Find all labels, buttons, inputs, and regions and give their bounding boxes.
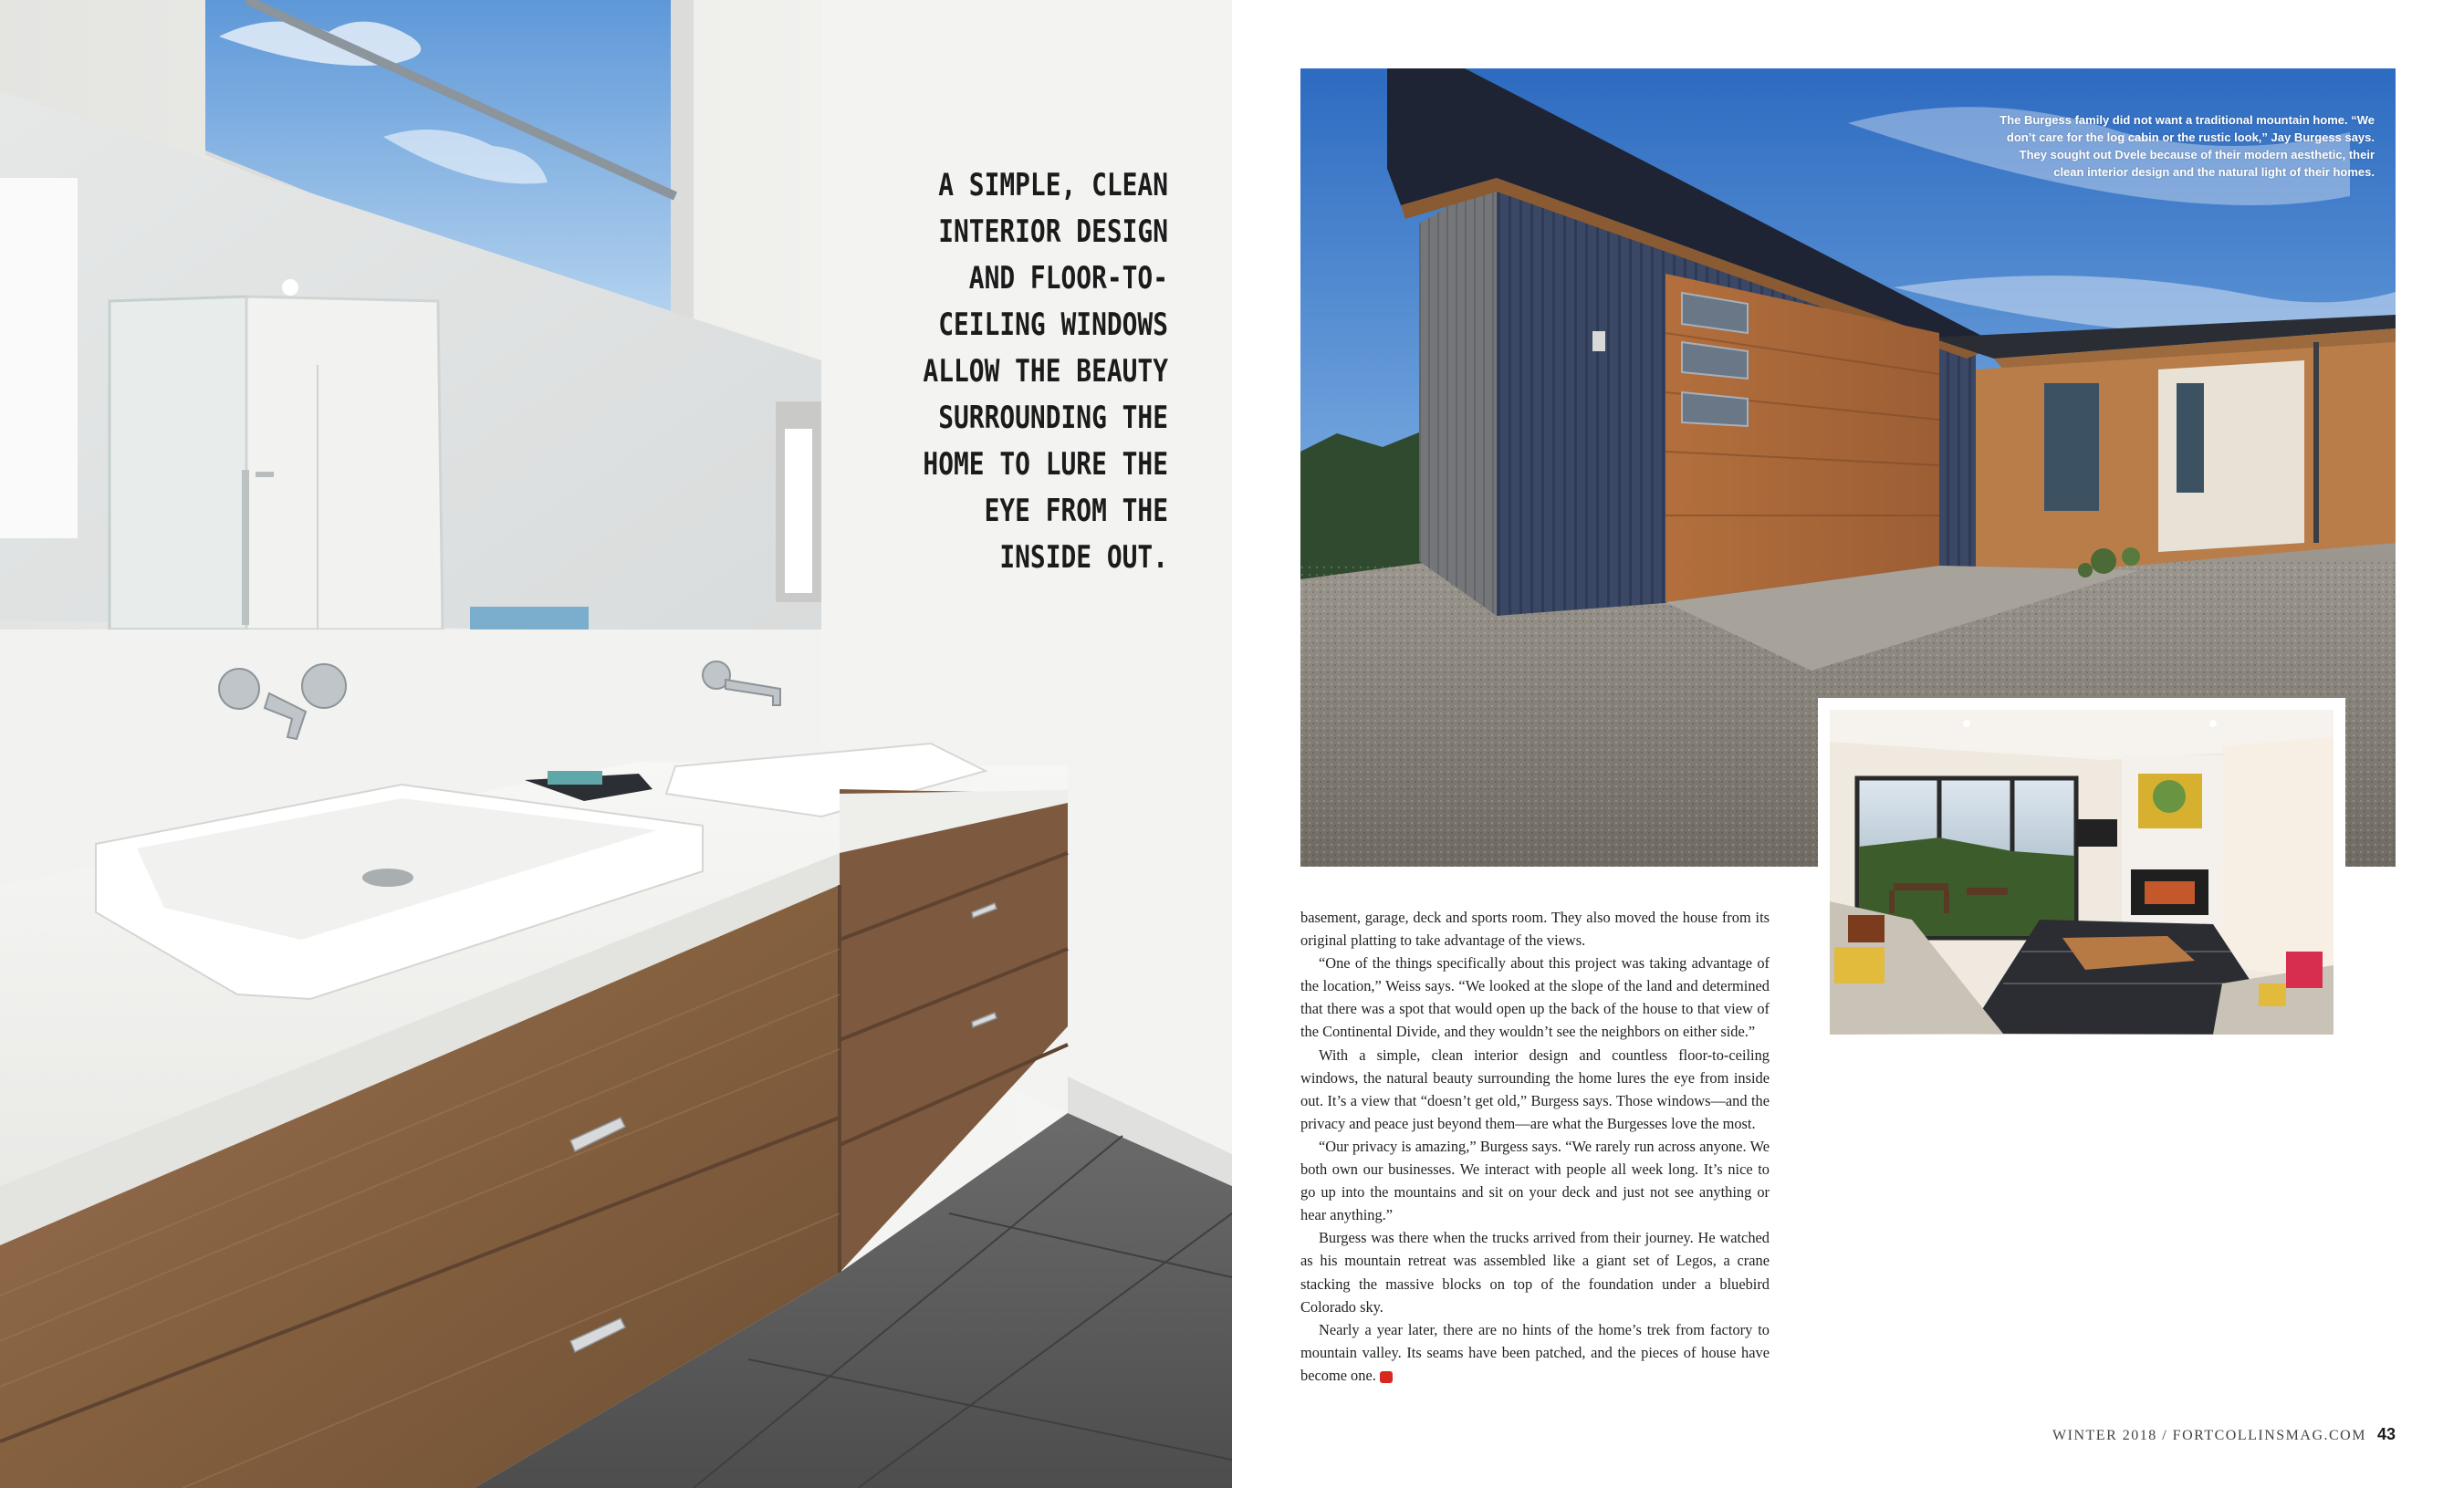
article-final-paragraph bbox=[1300, 1318, 1770, 1387]
article-paragraph: Burgess was there when the trucks arrived from their journey. He watched as his mountain retreat was assembled like a giant set of Legos, a crane stacking the massive blocks on top of the foundation under a bluebird Colorado sky. bbox=[1300, 1229, 1770, 1316]
article-paragraph: “One of the things specifically about this project was taking advantage of the location,” Weiss says. “We looked at the slope of the land and determined that there was a spot that would open up the back of the house to that view of the Continental Divide, and they wouldn’t see the neighbors on either side.” bbox=[1300, 954, 1770, 1041]
issue-and-website: WINTER 2018 / FORTCOLLINSMAG.COM bbox=[2052, 1428, 2366, 1443]
article-paragraph-text: Nearly a year later, there are no hints of the home’s trek from factory to mountain valley. Its seams have been patched, and the pieces of house have become one. bbox=[1300, 1320, 1770, 1384]
article-paragraph: “Our privacy is amazing,” Burgess says. “We rarely run across anyone. We both own our businesses. We interact with people all week long. It’s nice to go up into the mountains and sit on your deck and just not see anything or hear anything.” bbox=[1300, 1137, 1770, 1224]
exterior-photo-caption: The Burgess family did not want a traditional mountain home. “We don’t care for the log cabin or the rustic look,” Jay Burgess says. They sought out Dvele because of their modern aesthetic, their clean interior design and the natural light of their homes. bbox=[1999, 113, 2375, 179]
article-paragraph: basement, garage, deck and sports room. They also moved the house from its original platting to take advantage of the views. bbox=[1300, 909, 1770, 950]
end-mark-icon: FC bbox=[1380, 1371, 1393, 1383]
page-number: 43 bbox=[2376, 1425, 2396, 1443]
page-footer bbox=[2017, 1425, 2396, 1444]
pull-quote: A SIMPLE, CLEAN INTERIOR DESIGN AND FLOOR-TO-CEILING WINDOWS ALLOW THE BEAUTY SURROUNDING THE HOME TO LURE THE EYE FROM THE INSIDE OUT. bbox=[923, 167, 1168, 576]
article-paragraph: With a simple, clean interior design and countless floor-to-ceiling windows, the natural beauty surrounding the home lures the eye from inside out. It’s a view that “doesn’t get old,” Burgess says. Those windows—and the privacy and peace just beyond them—are what the Burgesses love the most. bbox=[1300, 1046, 1770, 1132]
article-body bbox=[1300, 906, 1770, 1387]
living-room-photo bbox=[1830, 710, 2333, 1035]
